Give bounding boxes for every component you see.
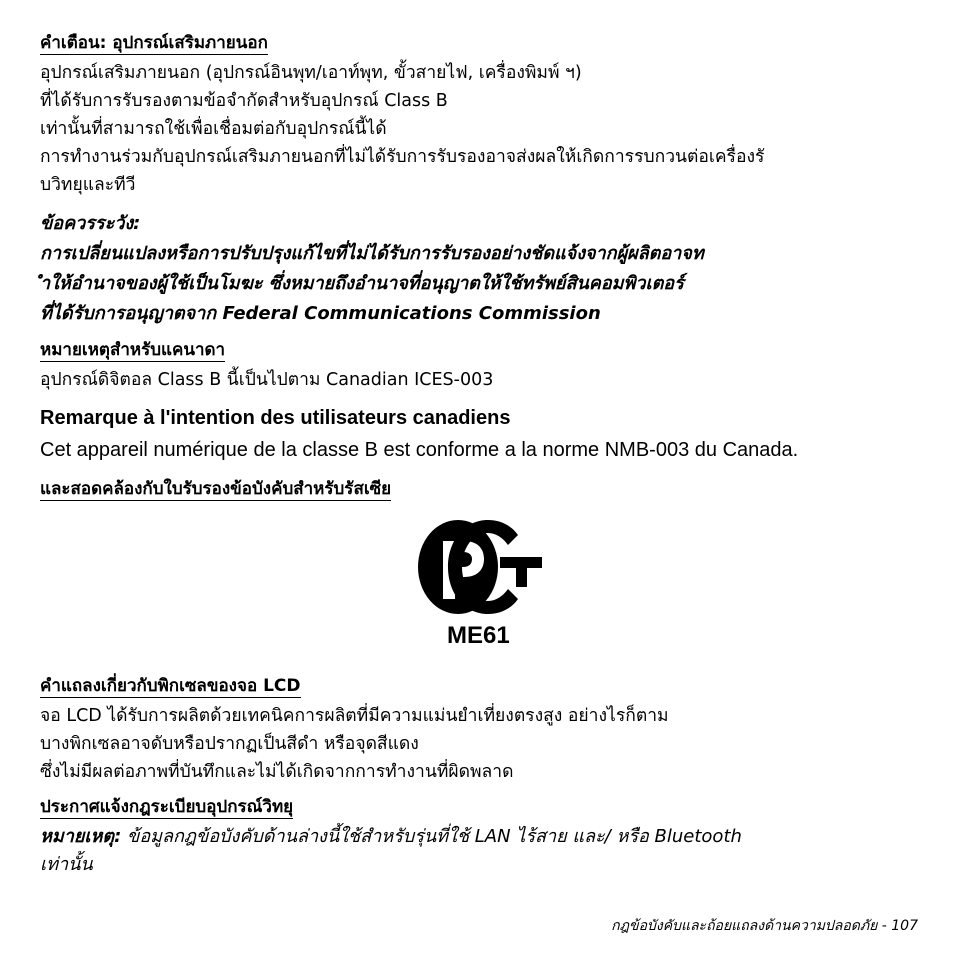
section-canada-fr <box>40 404 920 464</box>
section-heading: คำเตือน: อุปกรณ์เสริมภายนอก <box>40 33 268 53</box>
section-heading: Remarque à l'intention des utilisateurs canadiens <box>40 407 511 429</box>
section-heading: คำแถลงเกี่ยวกับพิกเซลของจอ LCD <box>40 676 301 696</box>
section-heading: หมายเหตุสำหรับแคนาดา <box>40 340 226 360</box>
section-external-devices <box>40 32 920 199</box>
certification-code: ME61 <box>447 622 510 649</box>
section-radio <box>40 796 920 879</box>
section-caution <box>40 209 920 329</box>
certification-logo-area <box>40 519 920 669</box>
note-text: ข้อมูลกฎข้อบังคับด้านล่างนี้ใช้สำหรับรุ่นที่ใช้ LAN ไร้สาย และ/ หรือ Bluetooth <box>121 826 742 847</box>
note-label: หมายเหตุ: <box>40 826 122 847</box>
pct-certification-logo-icon <box>418 519 542 615</box>
paragraph-line: อุปกรณ์เสริมภายนอก (อุปกรณ์อินพุท/เอาท์พุท, ขั้วสายไฟ, เครื่องพิมพ์ ฯ) <box>40 63 582 83</box>
caution-line: ำให้อำนาจของผู้ใช้เป็นโมฆะ ซึ่งหมายถึงอำนาจที่อนุญาตให้ใช้ทรัพย์สินคอมพิวเตอร์ <box>40 273 684 294</box>
paragraph-line: ที่ได้รับการรับรองตามข้อจำกัดสำหรับอุปกรณ์ Class B <box>40 91 448 111</box>
document-page <box>40 32 920 889</box>
section-canada <box>40 339 920 394</box>
section-lcd <box>40 675 920 786</box>
section-heading: และสอดคล้องกับใบรับรองข้อบังคับสำหรับรัสเซีย <box>40 479 392 499</box>
section-russia <box>40 478 920 669</box>
paragraph-line: บวิทยุและทีวี <box>40 175 136 195</box>
paragraph-line: อุปกรณ์ดิจิตอล Class B นี้เป็นไปตาม Canadian ICES-003 <box>40 370 494 390</box>
section-heading: ประกาศแจ้งกฎระเบียบอุปกรณ์วิทยุ <box>40 797 294 817</box>
paragraph-line: บางพิกเซลอาจดับหรือปรากฏเป็นสีดำ หรือจุดสีแดง <box>40 734 419 754</box>
paragraph-line: จอ LCD ได้รับการผลิตด้วยเทคนิคการผลิตที่มีความแม่นยำเที่ยงตรงสูง อย่างไรก็ตาม <box>40 706 669 726</box>
caution-line: ที่ได้รับการอนุญาตจาก Federal Communications Commission <box>40 303 601 324</box>
note-line <box>40 823 920 851</box>
paragraph-line: ซึ่งไม่มีผลต่อภาพที่บันทึกและไม่ได้เกิดจากการทำงานที่ผิดพลาด <box>40 762 514 782</box>
paragraph-line: Cet appareil numérique de la classe B est conforme a la norme NMB-003 du Canada. <box>40 439 799 461</box>
paragraph-line: การทำงานร่วมกับอุปกรณ์เสริมภายนอกที่ไม่ได้รับการรับรองอาจส่งผลให้เกิดการรบกวนต่อเครื่องรั <box>40 147 765 167</box>
page-footer: กฎข้อบังคับและถ้อยแถลงด้านความปลอดภัย - 107 <box>611 918 918 934</box>
caution-label: ข้อควรระวัง: <box>40 213 141 234</box>
note-line: เท่านั้น <box>40 854 93 875</box>
paragraph-line: เท่านั้นที่สามารถใช้เพื่อเชื่อมต่อกับอุปกรณ์นี้ได้ <box>40 119 387 139</box>
caution-line: การเปลี่ยนแปลงหรือการปรับปรุงแก้ไขที่ไม่ได้รับการรับรองอย่างชัดแจ้งจากผู้ผลิตอาจท <box>40 243 704 264</box>
